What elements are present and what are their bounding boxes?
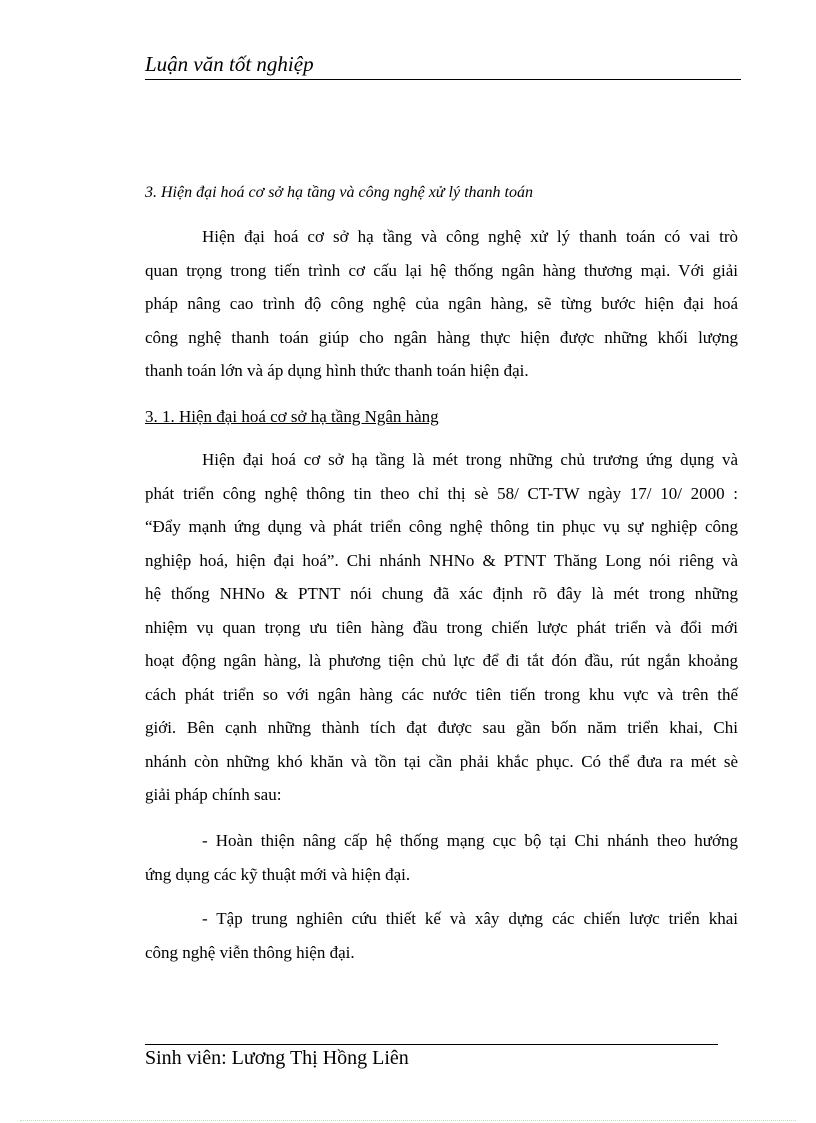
text-line: Hiện đại hoá cơ sở hạ tầng và công nghệ xử lý thanh toán có vai trò [202,227,738,246]
text-line: nghiệp hoá, hiện đại hoá”. Chi nhánh NHNo & PTNT Thăng Long nói riêng và [145,550,738,570]
text-line: ứng dụng các kỹ thuật mới và hiện đại. [145,864,411,884]
text-line: giới. Bên cạnh những thành tích đạt được sau gần bốn năm triển khai, Chi [145,718,738,737]
text-line: - Hoàn thiện nâng cấp hệ thống mạng cục bộ tại Chi nhánh theo hướng [202,831,738,850]
text-line: nhiệm vụ quan trọng ưu tiên hàng đầu trong chiến lược phát triển và đổi mới [145,617,738,637]
text-line: công nghệ thanh toán giúp cho ngân hàng thực hiện được những khối lượng [145,327,738,347]
text-line: công nghệ viễn thông hiện đại. [145,942,355,962]
text-line: pháp nâng cao trình độ công nghệ của ngân hàng, sẽ từng bước hiện đại hoá [145,294,738,313]
text-line: cách phát triển so với ngân hàng các nước tiên tiến trong khu vực và trên thế [145,684,738,704]
text-line: phát triển công nghệ thông tin theo chỉ thị sè 58/ CT-TW ngày 17/ 10/ 2000 : [145,483,738,503]
text-line: quan trọng trong tiến trình cơ cấu lại hệ thống ngân hàng thương mại. Với giải [145,260,738,280]
page-boundary [20,1120,796,1121]
text-line: hoạt động ngân hàng, là phương tiện chủ lực để đi tắt đón đầu, rút ngắn khoảng [145,651,738,670]
header-title: Luận văn tốt nghiệp [145,52,314,76]
header-rule [145,79,741,80]
text-line: Hiện đại hoá cơ sở hạ tầng là mét trong những chủ trương ứng dụng và [202,450,738,469]
subsection-title: 3. 1. Hiện đại hoá cơ sở hạ tầng Ngân hàng [145,407,439,426]
text-line: giải pháp chính sau: [145,785,282,804]
footer-rule [145,1044,718,1045]
section-title: 3. Hiện đại hoá cơ sở hạ tầng và công nghệ xử lý thanh toán [145,184,533,201]
text-line: nhánh còn những khó khăn và tồn tại cần phải khắc phục. Có thể đưa ra mét sè [145,751,738,771]
text-line: hệ thống NHNo & PTNT nói chung đã xác định rõ đây là mét trong những [145,584,738,603]
text-line: - Tập trung nghiên cứu thiết kế và xây dựng các chiến lược triển khai [202,909,738,928]
text-line: “Đẩy mạnh ứng dụng và phát triển công nghệ thông tin phục vụ sự nghiệp công [145,517,738,536]
footer-student: Sinh viên: Lương Thị Hồng Liên [145,1047,409,1069]
text-line: thanh toán lớn và áp dụng hình thức thanh toán hiện đại. [145,361,529,380]
